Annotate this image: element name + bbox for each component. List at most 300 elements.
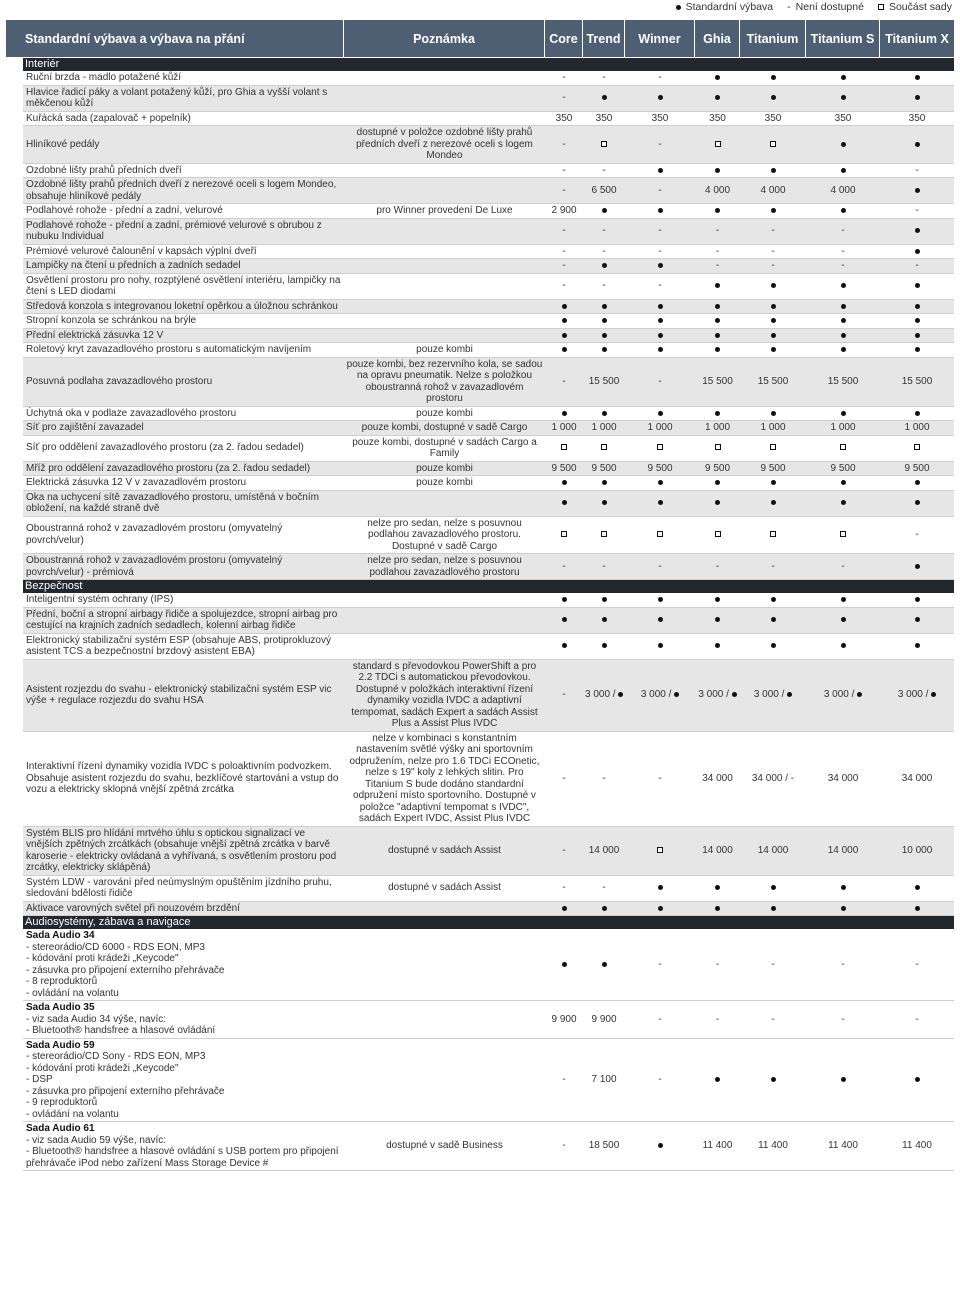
trim-value-cell: - bbox=[583, 218, 625, 244]
trim-value-cell: - bbox=[695, 554, 740, 580]
standard-dot-icon bbox=[715, 597, 720, 602]
trim-value-cell bbox=[583, 204, 625, 219]
trim-value-cell: 9 500 bbox=[625, 461, 695, 476]
standard-dot-icon bbox=[562, 318, 567, 323]
trim-value-cell: 4 000 bbox=[695, 178, 740, 204]
standard-dot-icon bbox=[658, 318, 663, 323]
trim-value-cell: - bbox=[625, 218, 695, 244]
legend-package-label: Součást sady bbox=[888, 1, 952, 13]
trim-value-cell bbox=[695, 901, 740, 916]
standard-dot-icon bbox=[602, 480, 607, 485]
standard-dot-icon bbox=[841, 283, 846, 288]
feature-cell bbox=[23, 1038, 344, 1122]
standard-dot-icon bbox=[715, 1077, 720, 1082]
note-cell bbox=[344, 163, 545, 178]
trim-value-cell: 9 500 bbox=[545, 461, 583, 476]
trim-value-cell bbox=[740, 476, 806, 491]
trim-value-cell bbox=[806, 314, 880, 329]
trim-value-cell bbox=[740, 126, 806, 164]
trim-value-cell bbox=[625, 343, 695, 358]
trim-value-cell bbox=[695, 85, 740, 111]
trim-value-cell bbox=[806, 299, 880, 314]
trim-value-cell bbox=[806, 406, 880, 421]
feature-cell: Oboustranná rohož v zavazadlovém prostoru (omyvatelný povrch/velur) bbox=[23, 516, 344, 554]
trim-value-cell: - bbox=[625, 731, 695, 826]
trim-value-cell bbox=[583, 901, 625, 916]
standard-dot-icon bbox=[562, 480, 567, 485]
note-cell: pouze kombi, dostupné v sadě Cargo bbox=[344, 421, 545, 436]
trim-value-cell: - bbox=[545, 259, 583, 274]
table-row bbox=[23, 85, 954, 111]
trim-value-cell: - bbox=[806, 244, 880, 259]
standard-dot-icon bbox=[658, 500, 663, 505]
trim-value-cell: - bbox=[625, 1001, 695, 1039]
standard-dot-icon bbox=[771, 318, 776, 323]
trim-value-cell bbox=[880, 299, 954, 314]
trim-value-cell bbox=[625, 299, 695, 314]
table-row bbox=[23, 178, 954, 204]
standard-dot-icon bbox=[915, 333, 920, 338]
feature-cell: Hliníkové pedály bbox=[23, 126, 344, 164]
standard-dot-icon bbox=[658, 263, 663, 268]
standard-dot-icon bbox=[715, 480, 720, 485]
trim-value-cell bbox=[806, 204, 880, 219]
standard-dot-icon bbox=[771, 95, 776, 100]
trim-value-cell bbox=[880, 490, 954, 516]
trim-value-cell: 14 000 bbox=[583, 826, 625, 875]
trim-value-cell: 34 000 bbox=[695, 731, 740, 826]
table-row bbox=[23, 875, 954, 901]
feature-cell: Přední elektrická zásuvka 12 V bbox=[23, 328, 344, 343]
trim-value-cell bbox=[880, 406, 954, 421]
trim-value-cell bbox=[806, 607, 880, 633]
standard-dot-icon bbox=[787, 692, 792, 697]
standard-dot-icon bbox=[771, 1077, 776, 1082]
feature-cell: Mříž pro oddělení zavazadlového prostoru (za 2. řadou sedadel) bbox=[23, 461, 344, 476]
trim-value-cell: - bbox=[806, 554, 880, 580]
trim-value-cell: - bbox=[695, 1001, 740, 1039]
feature-cell: Prémiové velurové čalounění v kapsách výplní dveří bbox=[23, 244, 344, 259]
standard-dot-icon bbox=[658, 597, 663, 602]
table-row bbox=[23, 71, 954, 85]
standard-dot-icon bbox=[658, 480, 663, 485]
table-row bbox=[23, 633, 954, 659]
trim-value-cell: - bbox=[806, 259, 880, 274]
header-trim-titanium-x: Titanium X bbox=[880, 20, 954, 57]
note-cell bbox=[344, 178, 545, 204]
standard-dot-icon bbox=[658, 643, 663, 648]
dash-icon: - bbox=[787, 1, 791, 13]
standard-dot-icon bbox=[915, 906, 920, 911]
trim-value-cell: 3 000 / bbox=[880, 659, 954, 731]
note-cell: pouze kombi bbox=[344, 461, 545, 476]
standard-dot-icon bbox=[562, 962, 567, 967]
note-cell: dostupné v položce ozdobné lišty prahů předních dveří z nerezové oceli s logem Mondeo bbox=[344, 126, 545, 164]
table-row bbox=[23, 1001, 954, 1039]
trim-value-cell: 9 500 bbox=[583, 461, 625, 476]
trim-value-cell bbox=[545, 490, 583, 516]
note-cell: dostupné v sadách Assist bbox=[344, 875, 545, 901]
standard-dot-icon bbox=[676, 5, 681, 10]
standard-dot-icon bbox=[602, 962, 607, 967]
trim-value-cell bbox=[806, 516, 880, 554]
standard-dot-icon bbox=[732, 692, 737, 697]
trim-value-cell bbox=[695, 314, 740, 329]
package-square-icon bbox=[840, 531, 846, 537]
standard-dot-icon bbox=[658, 885, 663, 890]
package-square-icon bbox=[657, 847, 663, 853]
trim-value-cell: - bbox=[545, 178, 583, 204]
note-cell bbox=[344, 244, 545, 259]
standard-dot-icon bbox=[915, 564, 920, 569]
note-cell bbox=[344, 85, 545, 111]
trim-value-cell: - bbox=[545, 163, 583, 178]
feature-cell: Středová konzola s integrovanou loketní opěrkou a úložnou schránkou bbox=[23, 299, 344, 314]
trim-value-cell bbox=[545, 593, 583, 607]
note-cell: pouze kombi bbox=[344, 343, 545, 358]
note-cell bbox=[344, 593, 545, 607]
trim-value-cell bbox=[583, 126, 625, 164]
trim-value-cell bbox=[583, 929, 625, 1001]
trim-value-cell bbox=[880, 244, 954, 259]
standard-dot-icon bbox=[602, 500, 607, 505]
standard-dot-icon bbox=[841, 304, 846, 309]
standard-dot-icon bbox=[602, 263, 607, 268]
note-cell bbox=[344, 259, 545, 274]
note-cell: dostupné v sadách Assist bbox=[344, 826, 545, 875]
trim-value-cell bbox=[695, 516, 740, 554]
trim-value-cell: 350 bbox=[880, 111, 954, 126]
trim-value-cell bbox=[583, 490, 625, 516]
trim-value-cell: 15 500 bbox=[880, 357, 954, 406]
trim-value-cell: - bbox=[880, 204, 954, 219]
trim-value-cell bbox=[695, 299, 740, 314]
package-name: Sada Audio 34 bbox=[26, 930, 95, 941]
feature-cell: Úchytná oka v podlaze zavazadlového prostoru bbox=[23, 406, 344, 421]
header-trim-titanium: Titanium bbox=[740, 20, 806, 57]
trim-value-cell: 1 000 bbox=[740, 421, 806, 436]
standard-dot-icon bbox=[771, 597, 776, 602]
package-square-icon bbox=[601, 531, 607, 537]
trim-value-cell: - bbox=[545, 1122, 583, 1171]
header-trim-ghia: Ghia bbox=[695, 20, 740, 57]
trim-value-cell bbox=[625, 259, 695, 274]
table-row bbox=[23, 1122, 954, 1171]
standard-dot-icon bbox=[562, 906, 567, 911]
package-contents: - viz sada Audio 34 výše, navíc: - Bluetooth® handsfree a hlasové ovládání bbox=[26, 1013, 216, 1036]
trim-value-cell: - bbox=[740, 244, 806, 259]
standard-dot-icon bbox=[841, 318, 846, 323]
feature-cell: Posuvná podlaha zavazadlového prostoru bbox=[23, 357, 344, 406]
trim-value-cell bbox=[740, 633, 806, 659]
trim-value-cell bbox=[806, 593, 880, 607]
trim-value-cell bbox=[625, 875, 695, 901]
trim-value-cell: - bbox=[625, 273, 695, 299]
standard-dot-icon bbox=[915, 347, 920, 352]
trim-value-cell bbox=[695, 343, 740, 358]
table-row bbox=[23, 259, 954, 274]
standard-dot-icon bbox=[841, 1077, 846, 1082]
trim-value-cell bbox=[880, 314, 954, 329]
standard-dot-icon bbox=[841, 617, 846, 622]
trim-value-cell: - bbox=[583, 71, 625, 85]
standard-dot-icon bbox=[715, 283, 720, 288]
trim-value-cell bbox=[740, 490, 806, 516]
note-cell bbox=[344, 490, 545, 516]
trim-value-cell bbox=[880, 218, 954, 244]
note-cell bbox=[344, 607, 545, 633]
trim-value-cell bbox=[583, 593, 625, 607]
trim-value-cell bbox=[583, 406, 625, 421]
trim-value-cell: 11 400 bbox=[740, 1122, 806, 1171]
trim-value-cell bbox=[880, 328, 954, 343]
package-square-icon bbox=[657, 444, 663, 450]
standard-dot-icon bbox=[915, 95, 920, 100]
standard-dot-icon bbox=[602, 318, 607, 323]
trim-value-cell bbox=[880, 273, 954, 299]
trim-value-cell: - bbox=[545, 1038, 583, 1122]
trim-value-cell bbox=[695, 328, 740, 343]
table-row bbox=[23, 607, 954, 633]
standard-dot-icon bbox=[715, 168, 720, 173]
trim-value-cell: 18 500 bbox=[583, 1122, 625, 1171]
trim-value-cell: - bbox=[545, 273, 583, 299]
trim-value-cell: - bbox=[583, 875, 625, 901]
feature-cell: Přední, boční a stropní airbagy řidiče a spolujezdce, stropní airbag pro cestující na krajních zadních sedadlech, kolenní airbag řidiče bbox=[23, 607, 344, 633]
trim-value-cell bbox=[695, 875, 740, 901]
table-row bbox=[23, 461, 954, 476]
trim-value-cell: 350 bbox=[806, 111, 880, 126]
trim-value-cell: - bbox=[740, 554, 806, 580]
note-cell bbox=[344, 273, 545, 299]
standard-dot-icon bbox=[658, 304, 663, 309]
trim-value-cell: 350 bbox=[740, 111, 806, 126]
standard-dot-icon bbox=[841, 480, 846, 485]
standard-dot-icon bbox=[841, 597, 846, 602]
feature-cell: Podlahové rohože - přední a zadní, velurové bbox=[23, 204, 344, 219]
trim-value-cell: - bbox=[625, 126, 695, 164]
table-row bbox=[23, 244, 954, 259]
table-row bbox=[23, 421, 954, 436]
trim-value-cell bbox=[740, 901, 806, 916]
note-cell bbox=[344, 1001, 545, 1039]
trim-value-cell: - bbox=[583, 554, 625, 580]
table-header bbox=[6, 20, 954, 57]
standard-dot-icon bbox=[602, 95, 607, 100]
standard-dot-icon bbox=[771, 333, 776, 338]
trim-value-cell bbox=[740, 71, 806, 85]
trim-value-cell bbox=[740, 435, 806, 461]
trim-value-cell: - bbox=[695, 218, 740, 244]
standard-dot-icon bbox=[562, 597, 567, 602]
feature-cell bbox=[23, 1122, 344, 1171]
package-square-icon bbox=[561, 531, 567, 537]
trim-value-cell: 7 100 bbox=[583, 1038, 625, 1122]
standard-dot-icon bbox=[915, 228, 920, 233]
standard-dot-icon bbox=[841, 500, 846, 505]
legend-standard bbox=[676, 1, 774, 13]
trim-value-cell bbox=[695, 406, 740, 421]
trim-value-cell: 10 000 bbox=[880, 826, 954, 875]
trim-value-cell bbox=[740, 593, 806, 607]
header-trim-trend: Trend bbox=[583, 20, 625, 57]
feature-cell: Oboustranná rohož v zavazadlovém prostoru (omyvatelný povrch/velur) - prémiová bbox=[23, 554, 344, 580]
trim-value-cell: 1 000 bbox=[545, 421, 583, 436]
table-row bbox=[23, 343, 954, 358]
package-square-icon bbox=[715, 531, 721, 537]
table-row bbox=[23, 929, 954, 1001]
standard-dot-icon bbox=[915, 75, 920, 80]
trim-value-cell bbox=[740, 163, 806, 178]
trim-value-cell: 1 000 bbox=[583, 421, 625, 436]
trim-value-cell bbox=[625, 406, 695, 421]
trim-value-cell: 15 500 bbox=[806, 357, 880, 406]
standard-dot-icon bbox=[715, 304, 720, 309]
trim-value-cell: - bbox=[806, 218, 880, 244]
feature-cell: Asistent rozjezdu do svahu - elektronický stabilizační systém ESP vic výše + regulace rozjezdu do svahu HSA bbox=[23, 659, 344, 731]
note-cell: pouze kombi bbox=[344, 476, 545, 491]
note-cell: pouze kombi, bez rezervního kola, se sadou na opravu pneumatik. Nelze s položkou oboustranná rohož v zavazadlovém prostoru bbox=[344, 357, 545, 406]
table-row bbox=[23, 163, 954, 178]
standard-dot-icon bbox=[715, 617, 720, 622]
trim-value-cell: - bbox=[625, 929, 695, 1001]
note-cell bbox=[344, 901, 545, 916]
feature-cell: Osvětlení prostoru pro nohy, rozptýlené osvětlení interiéru, lampičky na čtení s LED diodami bbox=[23, 273, 344, 299]
trim-value-cell bbox=[625, 435, 695, 461]
section-header bbox=[23, 58, 954, 71]
standard-dot-icon bbox=[715, 906, 720, 911]
trim-value-cell: 4 000 bbox=[740, 178, 806, 204]
trim-value-cell: - bbox=[545, 659, 583, 731]
trim-value-cell: - bbox=[880, 259, 954, 274]
standard-dot-icon bbox=[674, 692, 679, 697]
note-cell: nelze pro sedan, nelze s posuvnou podlahou zavazadlového prostoru bbox=[344, 554, 545, 580]
legend-unavailable bbox=[787, 1, 864, 13]
table-row bbox=[23, 490, 954, 516]
table-row bbox=[23, 273, 954, 299]
trim-value-cell bbox=[740, 406, 806, 421]
table-row bbox=[23, 111, 954, 126]
trim-value-cell bbox=[880, 554, 954, 580]
trim-value-cell bbox=[695, 1038, 740, 1122]
trim-value-cell: 15 500 bbox=[583, 357, 625, 406]
trim-value-cell bbox=[740, 299, 806, 314]
trim-value-cell bbox=[545, 476, 583, 491]
header-note: Poznámka bbox=[344, 20, 545, 57]
standard-dot-icon bbox=[915, 617, 920, 622]
feature-cell: Síť pro zajištění zavazadel bbox=[23, 421, 344, 436]
trim-value-cell bbox=[625, 516, 695, 554]
feature-cell: Inteligentní systém ochrany (IPS) bbox=[23, 593, 344, 607]
trim-value-cell: 4 000 bbox=[806, 178, 880, 204]
trim-value-cell: - bbox=[545, 85, 583, 111]
trim-value-cell bbox=[625, 490, 695, 516]
note-cell: pro Winner provedení De Luxe bbox=[344, 204, 545, 219]
trim-value-cell bbox=[695, 593, 740, 607]
trim-value-cell bbox=[625, 633, 695, 659]
trim-value-cell: - bbox=[545, 826, 583, 875]
package-square-icon bbox=[715, 141, 721, 147]
note-cell: standard s převodovkou PowerShift a pro 2.2 TDCi s automatickou převodovkou. Dostupné v položkách interaktivní řízení dynamiky vozidla IVDC a adaptivní tempomat, sadách Expert a sadách Assist Plus a Assist Plus IVDC bbox=[344, 659, 545, 731]
note-cell bbox=[344, 1038, 545, 1122]
feature-cell: Interaktivní řízení dynamiky vozidla IVDC s poloaktivním podvozkem. Obsahuje asistent rozjezdu do svahu, bezklíčové startování a vstup do vozu a elektricky sklopná vnější zpětná zrcátka bbox=[23, 731, 344, 826]
trim-value-cell bbox=[806, 901, 880, 916]
header-trim-winner: Winner bbox=[625, 20, 695, 57]
package-square-icon bbox=[770, 531, 776, 537]
trim-value-cell: - bbox=[625, 554, 695, 580]
trim-value-cell bbox=[806, 126, 880, 164]
package-square-icon bbox=[657, 531, 663, 537]
trim-value-cell: 9 500 bbox=[880, 461, 954, 476]
trim-value-cell bbox=[695, 273, 740, 299]
standard-dot-icon bbox=[562, 643, 567, 648]
trim-value-cell bbox=[880, 476, 954, 491]
trim-value-cell bbox=[695, 607, 740, 633]
table-row bbox=[23, 659, 954, 731]
standard-dot-icon bbox=[771, 906, 776, 911]
table-row bbox=[23, 731, 954, 826]
trim-value-cell bbox=[880, 343, 954, 358]
trim-value-cell: 34 000 bbox=[880, 731, 954, 826]
standard-dot-icon bbox=[658, 347, 663, 352]
trim-value-cell bbox=[806, 490, 880, 516]
trim-value-cell bbox=[583, 314, 625, 329]
feature-cell: Stropní konzola se schránkou na brýle bbox=[23, 314, 344, 329]
package-square-icon bbox=[715, 444, 721, 450]
trim-value-cell: - bbox=[583, 163, 625, 178]
standard-dot-icon bbox=[915, 188, 920, 193]
trim-value-cell bbox=[740, 85, 806, 111]
trim-value-cell: - bbox=[625, 357, 695, 406]
trim-value-cell bbox=[625, 476, 695, 491]
trim-value-cell bbox=[625, 163, 695, 178]
standard-dot-icon bbox=[562, 304, 567, 309]
table-row bbox=[23, 357, 954, 406]
standard-dot-icon bbox=[658, 208, 663, 213]
legend-standard-label: Standardní výbava bbox=[685, 1, 774, 13]
standard-dot-icon bbox=[602, 347, 607, 352]
package-name: Sada Audio 61 bbox=[26, 1123, 95, 1134]
trim-value-cell: 1 000 bbox=[695, 421, 740, 436]
trim-value-cell: 15 500 bbox=[695, 357, 740, 406]
standard-dot-icon bbox=[771, 480, 776, 485]
trim-value-cell bbox=[880, 901, 954, 916]
trim-value-cell: 15 500 bbox=[740, 357, 806, 406]
trim-value-cell: - bbox=[740, 929, 806, 1001]
trim-value-cell: 3 000 / bbox=[625, 659, 695, 731]
trim-value-cell bbox=[583, 343, 625, 358]
table-row bbox=[23, 435, 954, 461]
trim-value-cell bbox=[806, 85, 880, 111]
trim-value-cell bbox=[880, 178, 954, 204]
table-row bbox=[23, 901, 954, 916]
trim-value-cell: - bbox=[545, 554, 583, 580]
header-feature: Standardní výbava a výbava na přání bbox=[6, 20, 344, 57]
standard-dot-icon bbox=[841, 643, 846, 648]
standard-dot-icon bbox=[715, 318, 720, 323]
trim-value-cell bbox=[625, 901, 695, 916]
feature-cell: Ozdobné lišty prahů předních dveří bbox=[23, 163, 344, 178]
trim-value-cell bbox=[625, 328, 695, 343]
feature-cell: Hlavice řadicí páky a volant potažený kůží, pro Ghia a vyšší volant s měkčenou kůží bbox=[23, 85, 344, 111]
note-cell bbox=[344, 328, 545, 343]
package-square-icon bbox=[914, 444, 920, 450]
standard-dot-icon bbox=[658, 95, 663, 100]
trim-value-cell: 14 000 bbox=[740, 826, 806, 875]
trim-value-cell: 9 500 bbox=[740, 461, 806, 476]
feature-cell: Aktivace varovných světel při nouzovém brzdění bbox=[23, 901, 344, 916]
trim-value-cell: 3 000 / bbox=[740, 659, 806, 731]
